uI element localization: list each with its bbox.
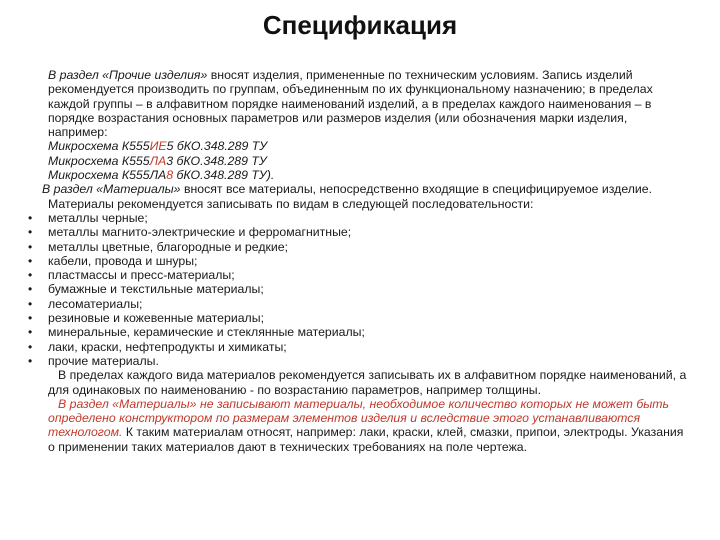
- list-item: [28, 296, 690, 311]
- bullet-icon: •: [28, 225, 33, 240]
- page-title: Спецификация: [262, 10, 458, 40]
- bullet-icon: •: [28, 239, 33, 254]
- bullet-icon: •: [28, 325, 33, 340]
- example-1-prefix: Микросхема К555: [48, 139, 150, 154]
- example-2-highlight: ЛА: [149, 153, 167, 168]
- list-item-text: минеральные, керамические и стеклянные материалы;: [48, 325, 365, 340]
- list-item: [28, 339, 690, 354]
- list-item-text: кабели, провода и шнуры;: [48, 253, 198, 268]
- section-name-other-items: В раздел «Прочие изделия»: [48, 68, 208, 82]
- list-item-text: лесоматериалы;: [48, 296, 143, 311]
- paragraph-other-items: [48, 68, 690, 139]
- example-2-prefix: Микросхема К555: [48, 153, 150, 168]
- materials-list: [28, 210, 690, 368]
- list-item: [28, 353, 690, 368]
- bullet-icon: •: [28, 210, 33, 225]
- paragraph-excluded-materials: [48, 397, 690, 454]
- example-2-suffix: 3 бКО.348.289 ТУ: [166, 153, 267, 168]
- list-item-text: пластмассы и пресс-материалы;: [48, 268, 235, 283]
- specification-text: [28, 68, 690, 454]
- list-item-text: лаки, краски, нефтепродукты и химикаты;: [48, 339, 287, 354]
- paragraph-other-items-text: вносят изделия, примененные по техническим условиям. Запись изделий рекомендуется производить по группам, объединенным по их функциональному назначению; в пределах каждой группы – в алфавитном порядке наименований изделий, а в пределах каждого наименования – в порядке возрастания основных параметров или размеров изделия (или обозначения марки изделия, например:: [48, 68, 653, 140]
- paragraph-materials-text: вносят все материалы, непосредственно входящие в специфицируемое изделие. Материалы рекомендуется записывать по видам в следующей последовательности:: [48, 182, 653, 211]
- list-item: [28, 225, 690, 240]
- bullet-icon: •: [28, 339, 33, 354]
- bullet-icon: •: [28, 353, 33, 368]
- list-item-text: резиновые и кожевенные материалы;: [48, 311, 264, 326]
- list-item: [28, 239, 690, 254]
- list-item: [28, 311, 690, 326]
- example-3-prefix: Микросхема К555ЛА: [48, 168, 167, 183]
- excluded-materials-note: В раздел «Материалы» не записывают материалы, необходимое количество которых не может быть определено конструктором по размерам элементов изделия и вследствие этого устанавливаются технологом.: [48, 396, 670, 440]
- list-item: [28, 253, 690, 268]
- list-item: [28, 268, 690, 283]
- example-line-1: [48, 139, 690, 153]
- paragraph-ordering: В пределах каждого вида материалов рекомендуется записывать их в алфавитном порядке наименований, а для одинаковых по наименованию - по возрастанию параметров, например толщины.: [48, 368, 687, 397]
- section-name-materials: В раздел «Материалы»: [42, 182, 181, 197]
- list-item-text: металлы черные;: [48, 210, 148, 225]
- example-line-2: [48, 154, 690, 168]
- bullet-icon: •: [28, 311, 33, 326]
- example-1-highlight: ИЕ: [149, 139, 167, 154]
- bullet-icon: •: [28, 296, 33, 311]
- example-line-3: [48, 168, 690, 182]
- list-item-text: металлы цветные, благородные и редкие;: [48, 239, 289, 254]
- bullet-icon: •: [28, 268, 33, 283]
- list-item: [28, 282, 690, 297]
- bullet-icon: •: [28, 253, 33, 268]
- bullet-icon: •: [28, 282, 33, 297]
- list-item-text: металлы магнито-электрические и ферромагнитные;: [48, 225, 352, 240]
- list-item-text: бумажные и текстильные материалы;: [48, 282, 264, 297]
- paragraph-excluded-materials-text: К таким материалам относят, например: лаки, краски, клей, смазки, припои, электроды. Указания о применении таких материалов дают в технических требованиях на поле чертежа.: [48, 425, 684, 454]
- list-item-text: прочие материалы.: [48, 353, 159, 368]
- example-3-highlight: 8: [166, 168, 174, 183]
- example-1-suffix: 5 бКО.348.289 ТУ: [166, 139, 268, 154]
- paragraph-materials: [42, 182, 690, 211]
- list-item: [28, 210, 690, 225]
- example-3-suffix: бКО.348.289 ТУ).: [173, 168, 275, 183]
- list-item: [28, 325, 690, 340]
